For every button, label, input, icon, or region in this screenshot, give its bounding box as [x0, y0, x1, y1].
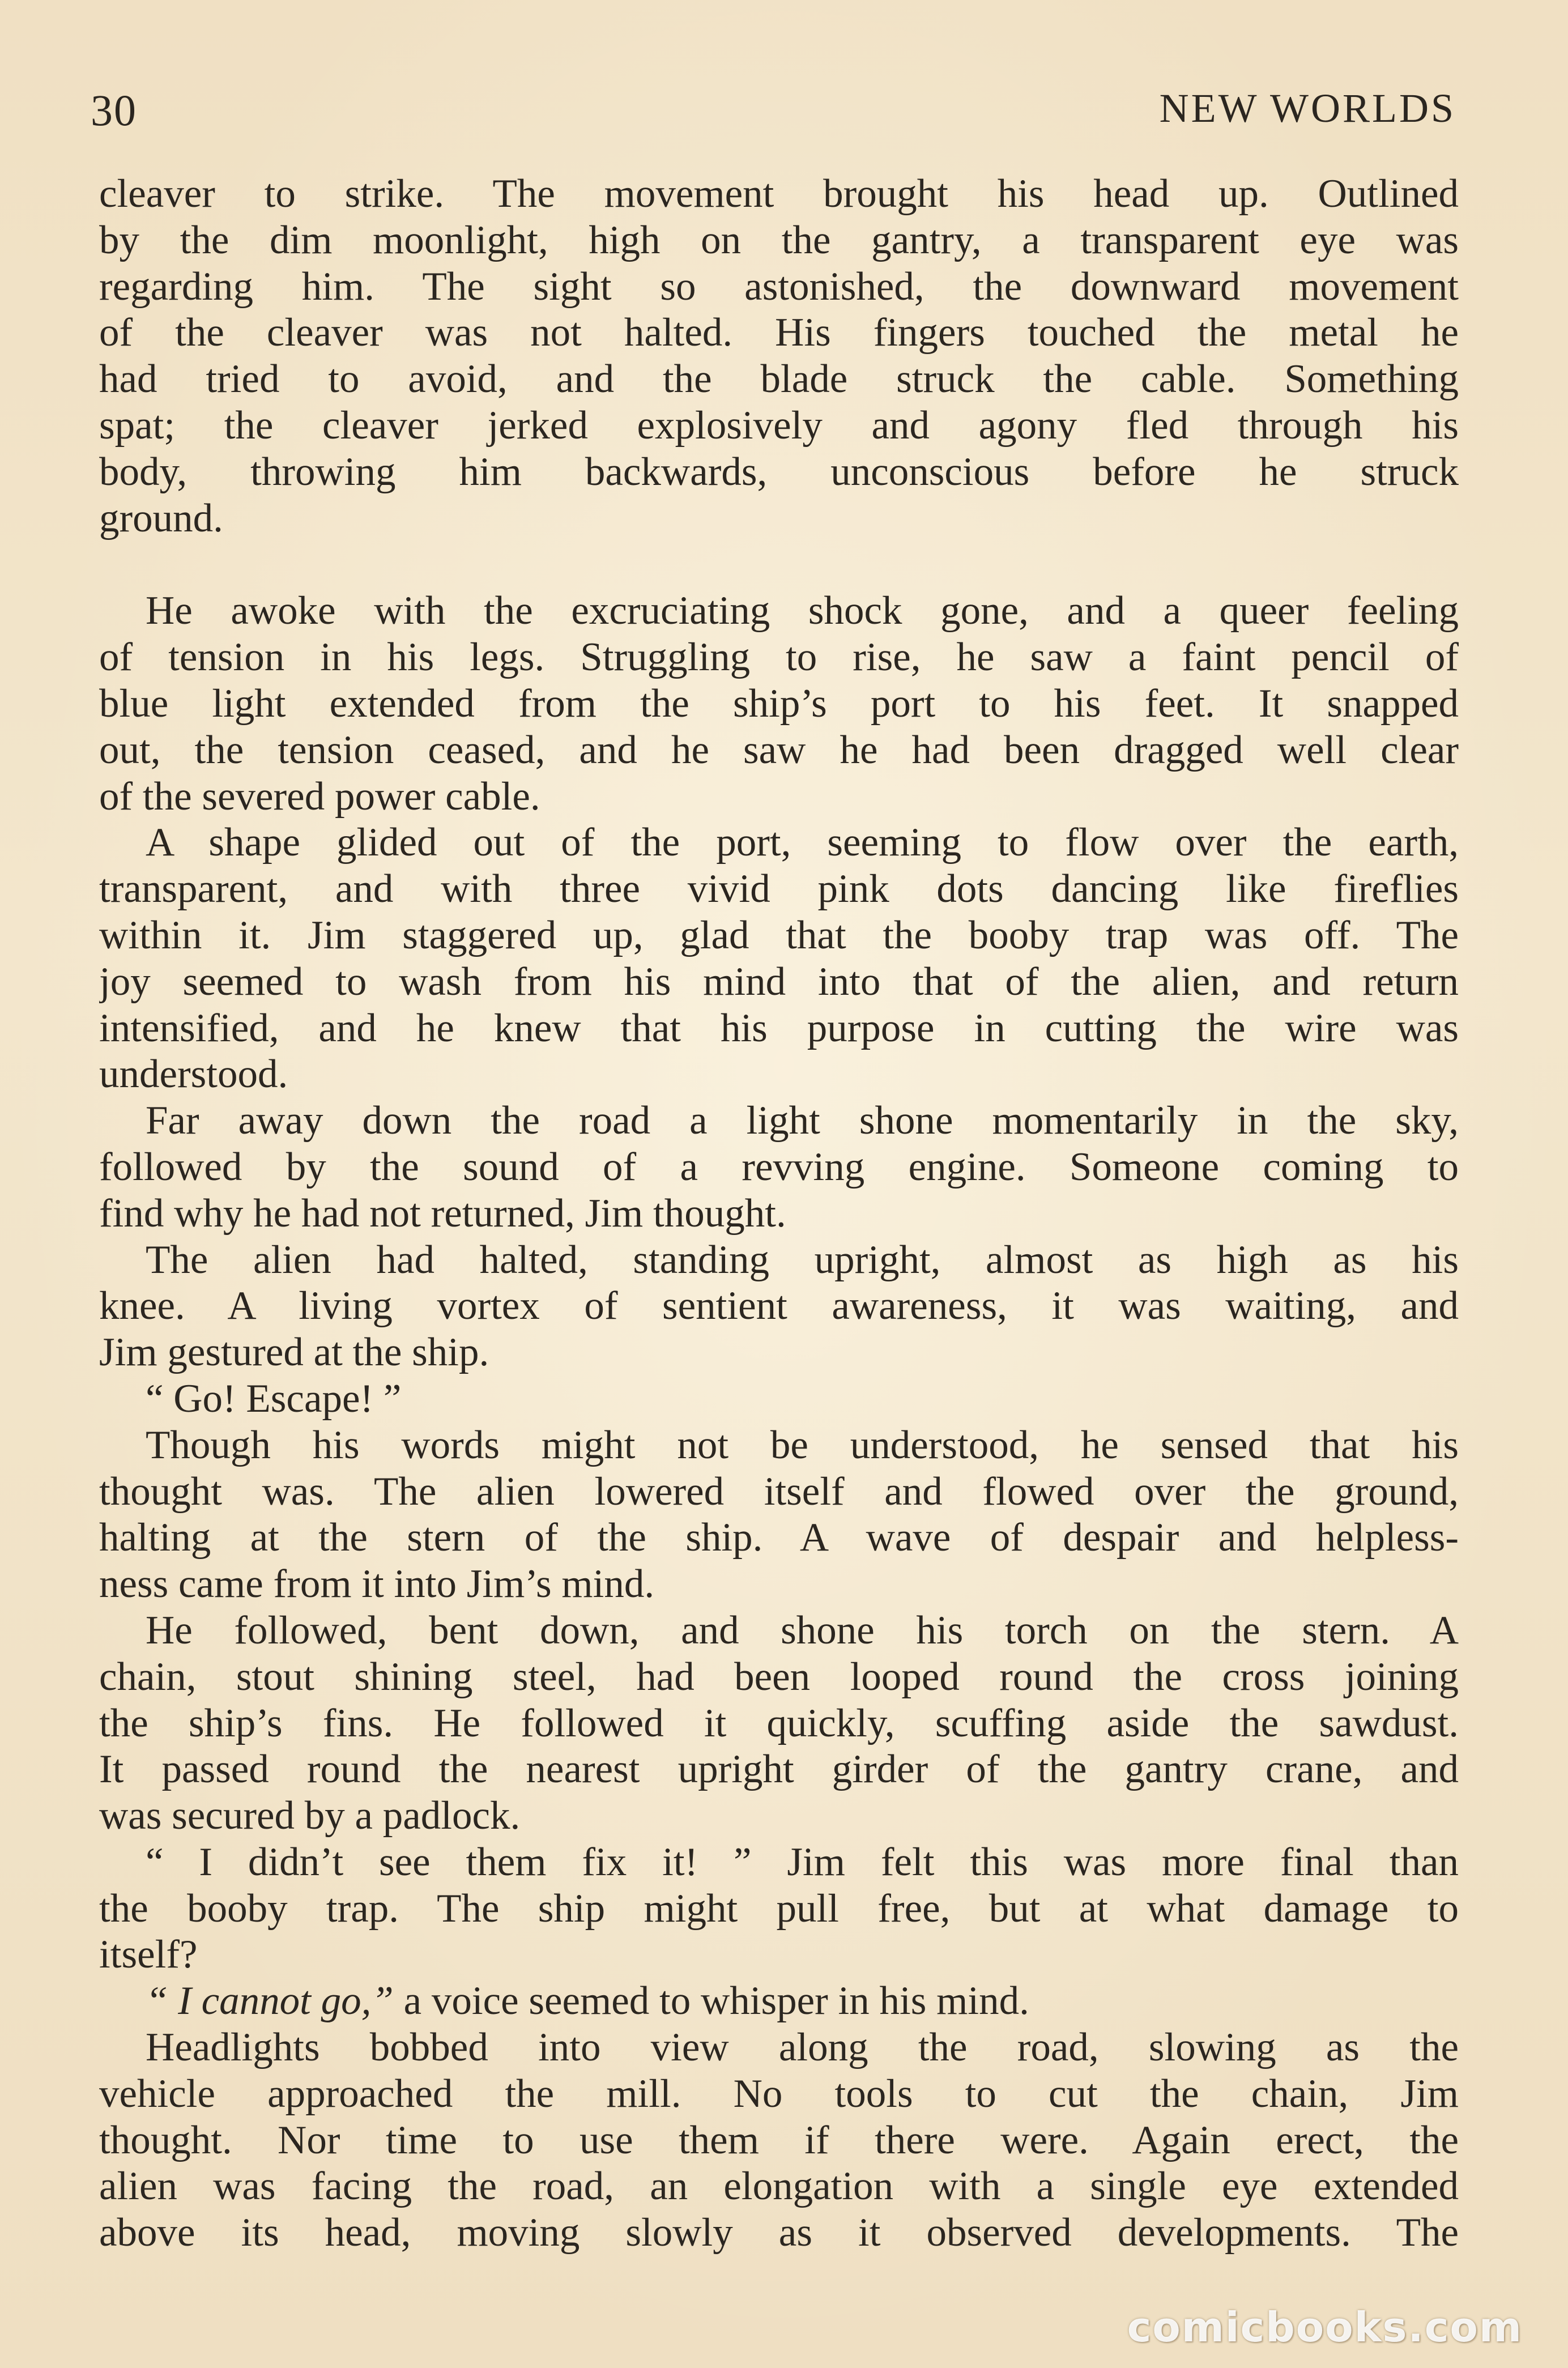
line-remainder: a voice seemed to whisper in his mind.	[393, 1979, 1029, 2024]
text-line: Far away down the road a light shone momentarily in the sky,	[146, 1098, 1459, 1143]
text-line: the booby trap. The ship might pull free, but at what damage to	[99, 1886, 1459, 1931]
text-line: blue light extended from the ship’s port to his feet. It snapped	[99, 681, 1459, 726]
text-line: find why he had not returned, Jim thought.	[99, 1191, 786, 1236]
text-line: the ship’s fins. He followed it quickly, scuffing aside the sawdust.	[99, 1701, 1459, 1745]
text-line: body, throwing him backwards, unconscious before he struck	[99, 449, 1459, 494]
text-line: understood.	[99, 1052, 288, 1097]
text-line: vehicle approached the mill. No tools to cut the chain, Jim	[99, 2071, 1459, 2116]
text-line: The alien had halted, standing upright, almost as high as his	[146, 1237, 1459, 1282]
text-line: ground.	[99, 496, 223, 540]
text-line: of tension in his legs. Struggling to rise, he saw a faint pencil of	[99, 635, 1459, 680]
story-body-text	[99, 171, 1459, 2256]
page-number: 30	[91, 86, 137, 135]
italic-speech: “ I cannot go,”	[146, 1979, 394, 2024]
text-line: was secured by a padlock.	[99, 1794, 521, 1838]
running-title: NEW WORLDS	[1159, 86, 1456, 131]
text-line: ness came from it into Jim’s mind.	[99, 1562, 655, 1607]
text-line: above its head, moving slowly as it observed developments. The	[99, 2211, 1459, 2255]
text-line: out, the tension ceased, and he saw he had been dragged well clear	[99, 727, 1459, 772]
text-line	[99, 1978, 1459, 2025]
text-line: knee. A living vortex of sentient awareness, it was waiting, and	[99, 1284, 1459, 1328]
text-line: halting at the stern of the ship. A wave of despair and helpless-	[99, 1515, 1459, 1560]
text-line: “ Go! Escape! ”	[146, 1376, 402, 1421]
text-line: It passed round the nearest upright girder of the gantry crane, and	[99, 1747, 1459, 1792]
section-break	[99, 542, 1459, 588]
text-line: by the dim moonlight, high on the gantry, a transparent eye was	[99, 218, 1459, 262]
text-line: “ I didn’t see them fix it! ” Jim felt this was more final than	[146, 1839, 1459, 1884]
page-header	[91, 85, 1456, 142]
text-line: thought was. The alien lowered itself and flowed over the ground,	[99, 1469, 1459, 1514]
text-line: Headlights bobbed into view along the road, slowing as the	[146, 2025, 1459, 2070]
text-line: transparent, and with three vivid pink dots dancing like fireflies	[99, 867, 1459, 912]
text-line: thought. Nor time to use them if there were. Again erect, the	[99, 2118, 1459, 2162]
text-line: chain, stout shining steel, had been looped round the cross joining	[99, 1654, 1459, 1699]
text-line: followed by the sound of a revving engine. Someone coming to	[99, 1144, 1459, 1189]
text-line: He awoke with the excruciating shock gone, and a queer feeling	[146, 589, 1459, 633]
text-line: Though his words might not be understood, he sensed that his	[146, 1422, 1459, 1467]
text-line: Jim gestured at the ship.	[99, 1330, 489, 1375]
watermark: comicbooks.com	[1127, 2303, 1523, 2351]
text-line: had tried to avoid, and the blade struck the cable. Something	[99, 357, 1459, 402]
text-line: joy seemed to wash from his mind into that of the alien, and return	[99, 959, 1459, 1004]
text-line: A shape glided out of the port, seeming to flow over the earth,	[146, 820, 1459, 865]
text-line: within it. Jim staggered up, glad that the booby trap was off. The	[99, 913, 1459, 957]
text-line: He followed, bent down, and shone his torch on the stern. A	[146, 1608, 1459, 1653]
text-line: regarding him. The sight so astonished, the downward movement	[99, 264, 1459, 309]
text-line: alien was facing the road, an elongation with a single eye extended	[99, 2164, 1459, 2209]
text-line: spat; the cleaver jerked explosively and agony fled through his	[99, 403, 1459, 448]
text-line: itself?	[99, 1932, 198, 1977]
text-line: cleaver to strike. The movement brought his head up. Outlined	[99, 172, 1459, 216]
text-line: intensified, and he knew that his purpose in cutting the wire was	[99, 1006, 1459, 1050]
text-line: of the severed power cable.	[99, 774, 540, 819]
text-line: of the cleaver was not halted. His fingers touched the metal he	[99, 310, 1459, 355]
